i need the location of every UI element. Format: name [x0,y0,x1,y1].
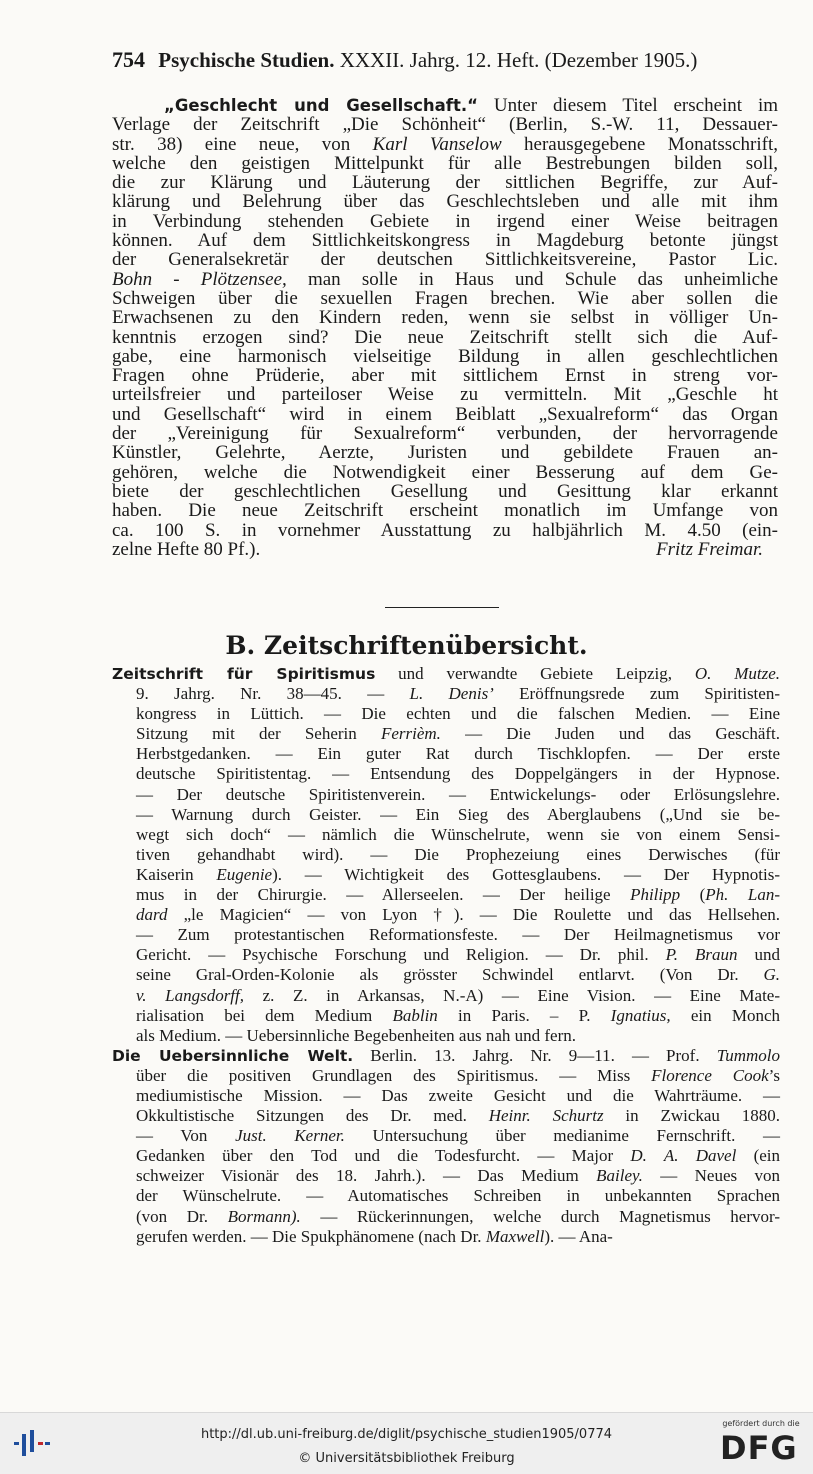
text-line [112,1046,780,1066]
text-run: Unter diesem Titel erscheint im [477,95,779,116]
text-run: z. Z. in Arkansas, N.-A) — Eine Vision. — Eine Mate- [244,985,780,1005]
text-run: gabe, eine harmonisch vielseitige Bildung in allen geschlechtlichen [112,345,778,367]
copyright-notice: © Universitätsbibliothek Freiburg [298,1451,515,1466]
entry-heading: „Geschlecht und Gesellschaft.“ [164,96,478,115]
text-run: — Die Juden und das Geschäft. [440,724,780,744]
emphasized-name: D. A. Davel [630,1146,737,1166]
text-line [112,115,778,134]
text-run: zelne Hefte 80 Pf.). [112,538,261,560]
text-line [112,905,780,925]
text-run: in Paris. – P. [437,1005,611,1025]
text-line [112,825,780,845]
text-line [112,1026,780,1046]
entry-heading: Die Uebersinnliche Welt. [112,1046,354,1065]
text-run: — Von [136,1126,236,1146]
text-run: Fragen ohne Prüderie, aber mit sittlichem Ernst in streng vor- [112,365,778,387]
text-run: haben. Die neue Zeitschrift erscheint monatlich im Umfange von [112,500,778,522]
section-divider [385,607,499,608]
text-line [112,1066,780,1086]
text-run: (ein [736,1146,780,1166]
text-run: können. Auf dem Sittlichkeitskongress in Magdeburg betonte jüngst [112,230,778,252]
emphasized-name: Eugenie [216,864,273,884]
text-run: biete der geschlechtlichen Gesellung und Gesittung klar erkannt [112,480,778,502]
journal-title: Psychische Studien. [158,48,335,72]
section-title: B. Zeitschriftenübersicht. [225,631,588,660]
text-line [112,885,780,905]
emphasized-name: Bablin [392,1005,438,1025]
text-line [112,289,778,308]
text-run: der Wünschelrute. — Automatisches Schreiben in unbekannten Sprachen [136,1186,780,1206]
emphasized-name: dard [136,905,168,925]
text-line [112,250,778,269]
text-line [112,1106,780,1126]
emphasized-name: O. Mutze. [694,664,781,683]
text-line [112,173,778,192]
text-run: Künstler, Gelehrte, Aerzte, Juristen und gebildete Frauen an- [112,442,778,464]
text-run: str. 38) eine neue, von [112,133,373,155]
text-line [112,1146,780,1166]
text-line [112,540,778,559]
text-run: Verlage der Zeitschrift „Die Schönheit“ (Berlin, S.-W. 11, Dessauer- [112,114,778,136]
dfg-logo [718,1419,804,1469]
journal-overview [112,664,780,1247]
text-run: seine Gral-Orden-Kolonie als grösster Schwindel entlarvt. (Von Dr. [136,965,764,985]
text-run: — Rückerinnungen, welche durch Magnetismus hervor- [300,1206,780,1226]
text-run: Gericht. — Psychische Forschung und Religion. — Dr. phil. [136,945,666,965]
text-run: „le Magicien“ — von Lyon †). — Die Roulette und das Hellsehen. [167,905,780,925]
text-run: man solle in Haus und Schule das unheimliche [286,268,778,290]
emphasized-name: Bohn - Plötzensee, [112,268,287,290]
emphasized-name: P. Braun [665,945,738,965]
text-run: (von Dr. [136,1206,228,1226]
text-line [112,385,778,404]
text-run: ). — Ana- [544,1226,613,1246]
text-run: als Medium. — Uebersinnliche Begebenheiten aus nah und fern. [136,1025,576,1045]
text-line [112,521,778,540]
text-line [112,308,778,327]
text-line [112,845,780,865]
text-line [112,925,780,945]
text-run: deutsche Spiritistentag. — Entsendung des Doppelgängers in der Hypnose. [136,764,780,784]
text-line [112,664,780,684]
emphasized-name: L. Denis’ [409,684,494,704]
author-signature: Fritz Freimar. [656,538,763,560]
text-run: Eröffnungsrede zum Spiritisten- [493,684,780,704]
text-line [112,192,778,211]
text-run: Okkultistische Sitzungen des Dr. med. [136,1106,489,1126]
emphasized-name: Bailey. [596,1166,643,1186]
emphasized-name: Ferrièm. [380,724,441,744]
text-line [112,744,780,764]
issue-info: XXXII. Jahrg. 12. Heft. (Dezember 1905.) [339,48,698,72]
text-run: ’s [768,1065,780,1085]
emphasized-name: Just. Kerner. [235,1126,345,1146]
text-run: mus in der Chirurgie. — Allerseelen. — Der heilige [136,885,631,905]
text-run: — Neues von [642,1166,780,1186]
emphasized-name: G. [763,965,780,985]
text-run: herausgegebene Monatsschrift, [501,133,779,155]
text-line [112,1227,780,1247]
text-run: Erwachsenen zu den Kindern reden, wenn sie selbst in völliger Un- [112,307,778,329]
text-line [112,347,778,366]
text-line [112,212,778,231]
text-line [112,684,780,704]
text-run: Untersuchung über medianime Fernschrift. — [344,1126,781,1146]
text-run: 9. Jahrg. Nr. 38—45. — [136,684,410,704]
text-line [112,785,780,805]
text-run: gerufen werden. — Die Spukphänomene (nach Dr. [136,1226,486,1246]
text-line [112,945,780,965]
dfg-logo-text: DFG [720,1429,798,1467]
text-line [112,764,780,784]
text-run: über die positiven Grundlagen des Spiritismus. — Miss [136,1065,652,1085]
text-run: die zur Klärung und Läuterung der sittlichen Begriffe, zur Auf- [112,172,778,194]
dfg-funding-label: gefördert durch die [722,1419,800,1428]
text-line [112,231,778,250]
text-line [112,1126,780,1146]
text-run: der „Vereinigung für Sexualreform“ verbunden, der hervorragende [112,423,778,445]
text-run: klärung und Belehrung über das Geschlechtsleben und alle mit ihm [112,191,778,213]
text-run: in Zwickau 1880. [603,1106,781,1126]
text-run: ein Monch [670,1005,780,1025]
text-run: Sitzung mit der Seherin [136,724,381,744]
text-run: mediumistische Mission. — Das zweite Gesicht und die Wahrträume. — [136,1085,780,1105]
text-run: und verwandte Gebiete Leipzig, [375,664,695,683]
text-line [112,865,780,885]
text-line [112,443,778,462]
text-line [112,328,778,347]
text-run: rialisation bei dem Medium [136,1005,393,1025]
text-run: Herbstgedanken. — Ein guter Rat durch Tischklopfen. — Der erste [136,744,780,764]
text-line [112,154,778,173]
text-line [112,805,780,825]
viewer-footer [0,1412,813,1474]
text-run: — Warnung durch Geister. — Ein Sieg des Aberglaubens („Und sie be- [136,804,780,824]
text-line [112,1006,780,1026]
text-run: und Gesellschaft“ wird in einem Beiblatt „Sexualreform“ das Organ [112,403,778,425]
emphasized-name: Karl Vanselow [372,133,502,155]
text-line [112,135,778,154]
source-url-link[interactable]: http://dl.ub.uni-freiburg.de/diglit/psychische_studien1905/0774 [200,1427,613,1442]
text-run: — Der deutsche Spiritistenverein. — Entwickelungs- oder Erlösungslehre. [136,784,780,804]
page-number: 754 [112,47,145,72]
text-line [112,96,778,115]
text-line [112,724,780,744]
article-notice [112,96,778,559]
entry-heading: Zeitschrift für Spiritismus [112,665,376,683]
text-line [112,463,778,482]
text-line [112,704,780,724]
text-run: Schweigen über die sexuellen Fragen brechen. Wie aber sollen die [112,287,778,309]
text-line [112,1207,780,1227]
text-run: schweizer Visionär des 18. Jahrh.). — Das Medium [136,1166,597,1186]
text-line [112,405,778,424]
text-line [112,482,778,501]
text-run: kenntnis erzogen sind? Die neue Zeitschrift stellt sich die Auf- [112,326,778,348]
text-run: Gedanken über den Tod und die Todesfurcht. — Major [136,1146,631,1166]
text-run: welche den geistigen Mittelpunkt für alle Bestrebungen bilden soll, [112,152,778,174]
text-run: und [737,945,780,965]
text-run: ). — Wichtigkeit des Gottesglaubens. — Der Hypnotis- [272,864,781,884]
text-line [112,1166,780,1186]
text-line [112,424,778,443]
text-line [112,270,778,289]
text-run: — Zum protestantischen Reformationsfeste. — Der Heilmagnetismus vor [136,925,780,945]
emphasized-name: Maxwell [485,1226,545,1246]
emphasized-name: v. Langsdorff, [136,985,245,1005]
text-run: urteilsfreier und parteiloser Weise zu vermitteln. Mit „Geschle ht [112,384,778,406]
text-line [112,501,778,520]
text-line [112,1086,780,1106]
text-line [112,366,778,385]
emphasized-name: Florence Cook [651,1065,769,1085]
text-run: ( [680,885,706,905]
emphasized-name: Tummolo [716,1045,780,1065]
text-run: kongress in Lüttich. — Die echten und die falschen Medien. — Eine [136,704,780,724]
text-run: Berlin. 13. Jahrg. Nr. 9—11. — Prof. [353,1045,717,1065]
running-header [112,47,777,73]
text-run: wegt sich doch“ — nämlich die Wünschelrute, wenn sie von einem Sensi- [136,824,780,844]
emphasized-name: Philipp [630,885,681,905]
text-run: gehören, welche die Notwendigkeit einer Besserung auf dem Ge- [112,461,778,483]
text-run: in Verbindung stehenden Gebiete in irgend einer Weise beitragen [112,210,778,232]
text-run: ca. 100 S. in vornehmer Ausstattung zu halbjährlich M. 4.50 (ein- [112,519,778,541]
text-run: tiven gehandhabt wird). — Die Prophezeiung eines Derwisches (für [136,844,780,864]
text-line [112,965,780,985]
text-line [112,986,780,1006]
emphasized-name: Ph. Lan- [705,885,781,905]
emphasized-name: Bormann). [227,1206,301,1226]
emphasized-name: Heinr. Schurtz [488,1106,604,1126]
emphasized-name: Ignatius, [610,1005,671,1025]
text-line [112,1186,780,1206]
text-run: Kaiserin [136,864,217,884]
text-run: der Generalsekretär der deutschen Sittlichkeitsvereine, Pastor Lic. [112,249,778,271]
